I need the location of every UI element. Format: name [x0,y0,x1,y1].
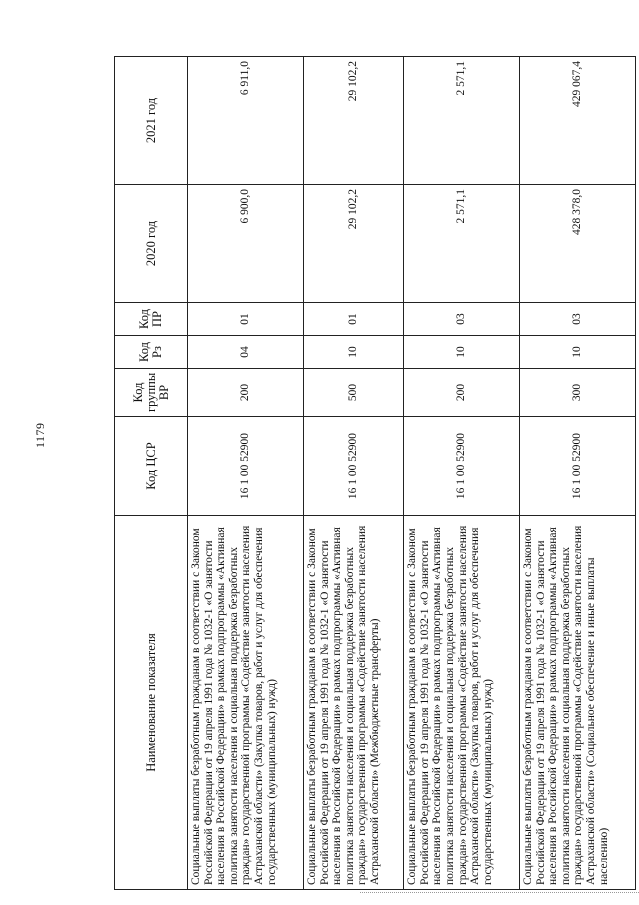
row-rz: 04 [188,336,304,369]
row-2020: 428 378,0 [520,185,636,303]
header-2021: 2021 год [115,57,188,185]
row-2021: 429 067,4 [520,57,636,185]
table-row [303,57,403,890]
row-2020: 2 571,1 [404,185,520,303]
row-rz: 10 [404,336,520,369]
header-rz: Код Рз [115,336,188,369]
row-2021: 6 911,0 [188,57,304,185]
row-vr: 200 [188,369,304,417]
row-csr: 16 1 00 52900 [188,417,304,516]
row-name: Социальные выплаты безработным гражданам в соответствии с Законом Российской Федерации от 19 апреля 1991 года № 1032-1 «О занятости населения в Российской Федерации» в рамках подпрограммы «Активная политика занятости населения и социальная поддержка безработных граждан» государственной программы «Содействие занятости населения Астраханской области» (Социальное обеспечение и иные выплаты населению) [520,516,636,890]
row-name: Социальные выплаты безработным гражданам в соответствии с Законом Российской Федерации от 19 апреля 1991 года № 1032-1 «О занятости населения в Российской Федерации» в рамках подпрограммы «Активная политика занятости населения и социальная поддержка безработных граждан» государственной программы «Содействие занятости населения Астраханской области» (Закупка товаров, работ и услуг для обеспечения государственных (муниципальных) нужд) [404,516,520,890]
page-number: 1179 [33,422,47,448]
row-2021: 2 571,1 [404,57,520,185]
row-rz: 10 [303,336,403,369]
row-vr: 500 [303,369,403,417]
header-csr: Код ЦСР [115,417,188,516]
header-pr: Код ПР [115,303,188,336]
row-pr: 01 [303,303,403,336]
row-vr: 200 [404,369,520,417]
scan-edge-line [360,892,639,893]
row-name: Социальные выплаты безработным гражданам в соответствии с Законом Российской Федерации от 19 апреля 1991 года № 1032-1 «О занятости населения в Российской Федерации» в рамках подпрограммы «Активная политика занятости населения и социальная поддержка безработных граждан» государственной программы «Содействие занятости населения Астраханской области» (Закупка товаров, работ и услуг для обеспечения государственных (муниципальных) нужд) [188,516,304,890]
row-csr: 16 1 00 52900 [303,417,403,516]
row-pr: 03 [520,303,636,336]
header-name: Наименование показателя [115,516,188,890]
row-rz: 10 [520,336,636,369]
row-2020: 29 102,2 [303,185,403,303]
budget-table [114,56,636,890]
table-row [188,57,304,890]
row-csr: 16 1 00 52900 [520,417,636,516]
rotated-table-sheet [114,57,636,890]
row-vr: 300 [520,369,636,417]
row-2020: 6 900,0 [188,185,304,303]
header-2020: 2020 год [115,185,188,303]
table-row [520,57,636,890]
row-csr: 16 1 00 52900 [404,417,520,516]
row-2021: 29 102,2 [303,57,403,185]
row-pr: 03 [404,303,520,336]
row-pr: 01 [188,303,304,336]
row-name: Социальные выплаты безработным гражданам в соответствии с Законом Российской Федерации от 19 апреля 1991 года № 1032-1 «О занятости населения в Российской Федерации» в рамках подпрограммы «Активная политика занятости населения и социальная поддержка безработных граждан» государственной программы «Содействие занятости населения Астраханской области» (Межбюджетные трансферты) [303,516,403,890]
header-vr: Код группы ВР [115,369,188,417]
header-row [115,57,188,890]
table-row [404,57,520,890]
